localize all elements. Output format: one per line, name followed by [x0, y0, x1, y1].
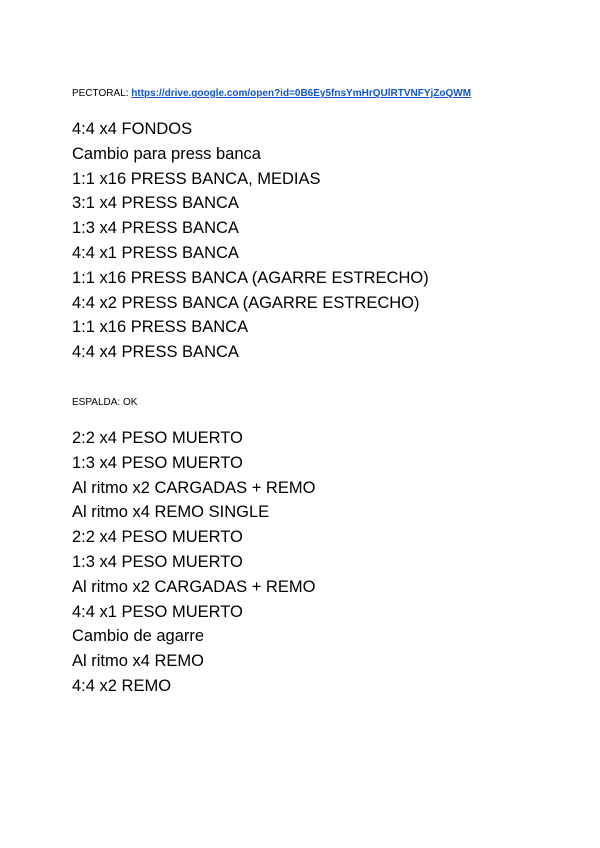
espalda-line: Cambio de agarre [72, 627, 205, 646]
espalda-line: Al ritmo x4 REMO [72, 652, 205, 671]
espalda-heading [72, 397, 137, 409]
espalda-line: 4:4 x1 PESO MUERTO [72, 602, 243, 621]
pectoral-exercise-list [72, 117, 429, 365]
pectoral-label: PECTORAL: [72, 88, 132, 99]
pectoral-line: 4:4 x2 PRESS BANCA (AGARRE ESTRECHO) [72, 293, 420, 312]
pectoral-heading [72, 88, 471, 100]
pectoral-line: 1:1 x16 PRESS BANCA [72, 318, 249, 337]
espalda-line: Al ritmo x4 REMO SINGLE [72, 503, 270, 522]
pectoral-line: 1:3 x4 PRESS BANCA [72, 219, 239, 238]
pectoral-line: 4:4 x4 PRESS BANCA [72, 343, 239, 362]
pectoral-line: 3:1 x4 PRESS BANCA [72, 194, 239, 213]
espalda-line: Al ritmo x2 CARGADAS + REMO [72, 577, 316, 596]
pectoral-line: 1:1 x16 PRESS BANCA (AGARRE ESTRECHO) [72, 268, 429, 287]
pectoral-line: 4:4 x4 FONDOS [72, 120, 193, 138]
espalda-line: Al ritmo x2 CARGADAS + REMO [72, 478, 316, 497]
espalda-label: ESPALDA: OK [72, 397, 138, 408]
espalda-line: 1:3 x4 PESO MUERTO [72, 552, 243, 571]
pectoral-line: 1:1 x16 PRESS BANCA, MEDIAS [72, 169, 321, 188]
espalda-exercise-list [72, 426, 315, 699]
pectoral-line: 4:4 x1 PRESS BANCA [72, 243, 239, 262]
espalda-line: 2:2 x4 PESO MUERTO [72, 429, 243, 447]
pectoral-line: Cambio para press banca [72, 144, 261, 163]
pectoral-drive-link[interactable]: https://drive.google.com/open?id=0B6Ey5fnsYmHrQUlRTVNFYjZoQWM [131, 88, 472, 99]
espalda-line: 1:3 x4 PESO MUERTO [72, 453, 243, 472]
espalda-line: 2:2 x4 PESO MUERTO [72, 528, 243, 547]
espalda-line: 4:4 x2 REMO [72, 676, 172, 695]
